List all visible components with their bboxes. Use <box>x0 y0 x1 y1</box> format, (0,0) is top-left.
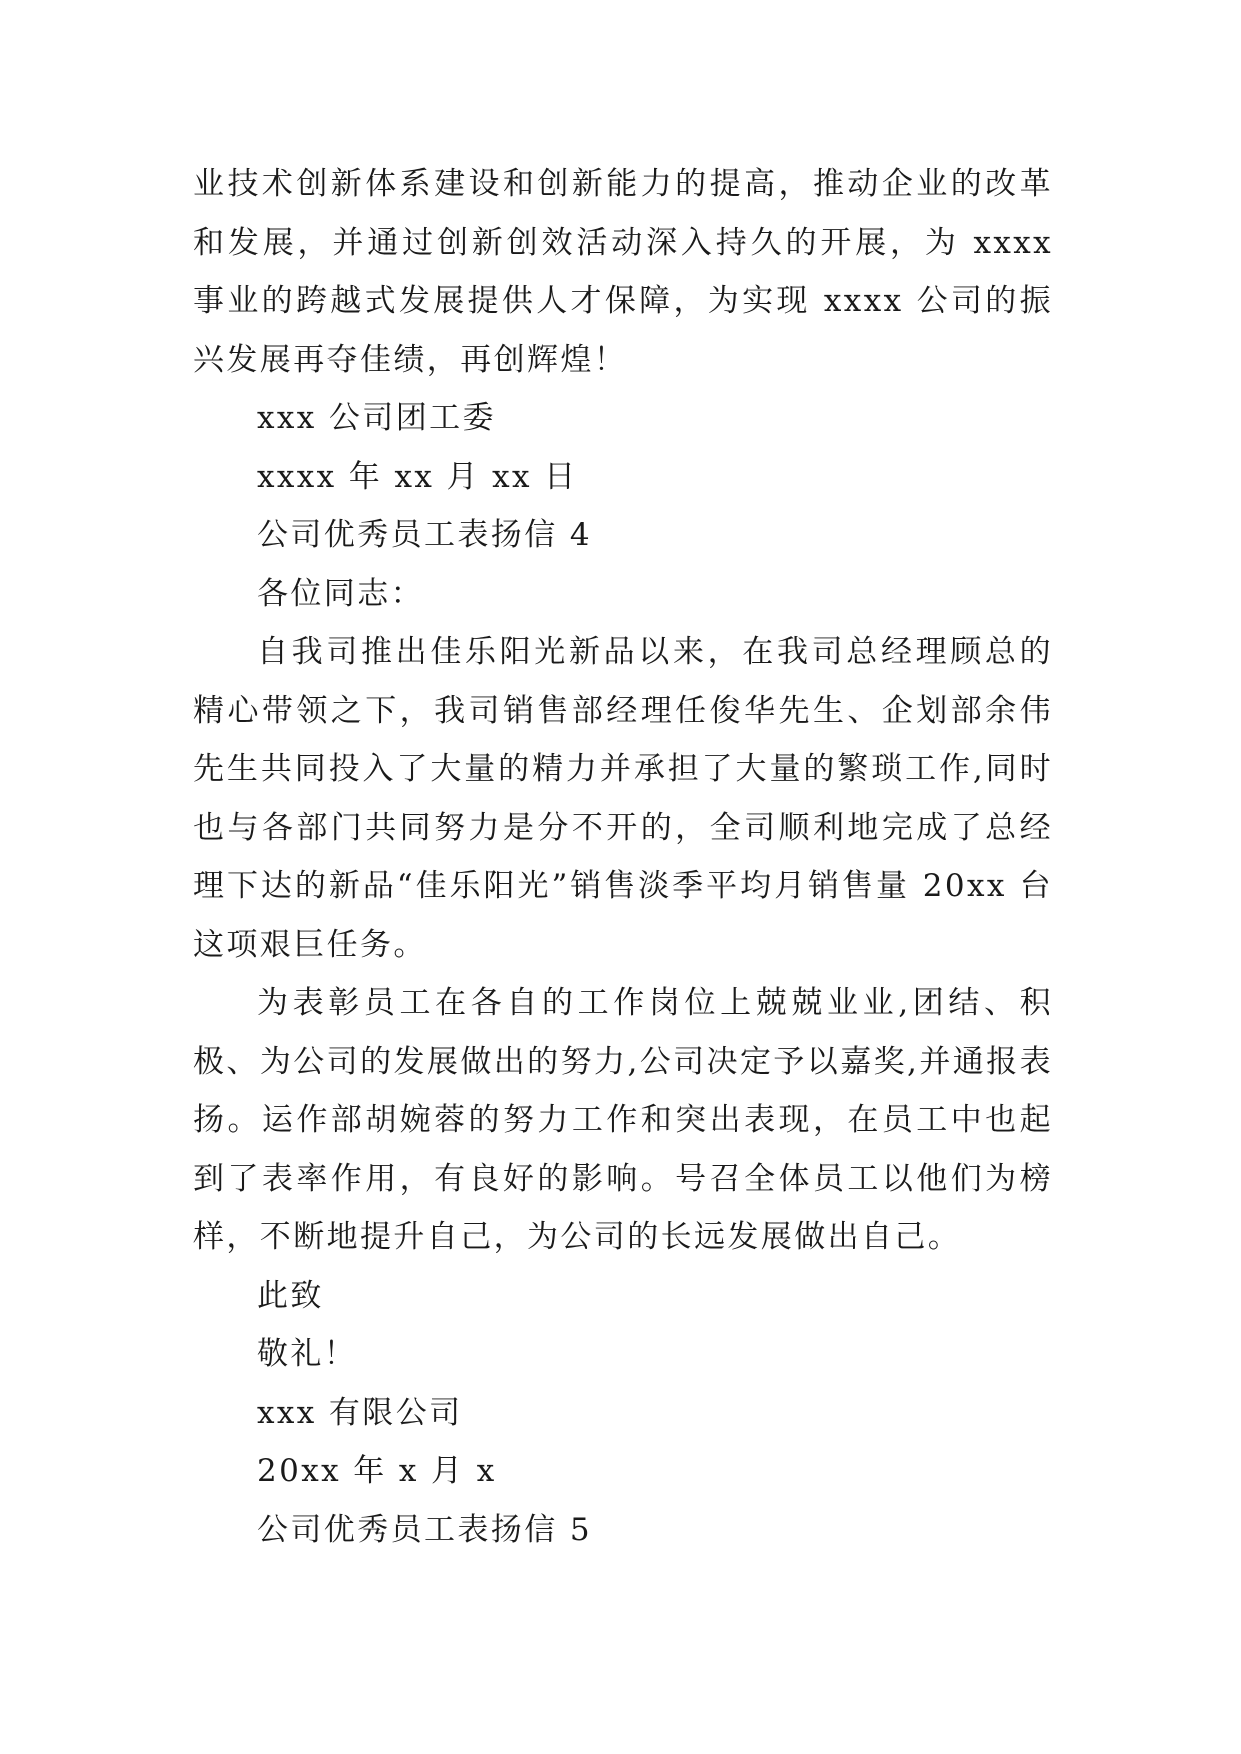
paragraph-closing-wishes: 业技术创新体系建设和创新能力的提高，推动企业的改革和发展，并通过创新创效活动深入持久的开展，为 xxxx 事业的跨越式发展提供人才保障，为实现 xxxx 公司的振兴发展再夺佳绩，再创辉煌！ <box>193 166 1066 378</box>
signature-org: xxx 公司团工委 <box>257 400 496 436</box>
closing-ci-zhi: 此致 <box>257 1277 324 1314</box>
section-heading-5: 公司优秀员工表扬信 5 <box>257 1511 592 1548</box>
closing-jing-li: 敬礼！ <box>257 1336 358 1372</box>
signature-date: xxxx 年 xx 月 xx 日 <box>257 458 578 495</box>
paragraph-achievement: 自我司推出佳乐阳光新品以来，在我司总经理顾总的精心带领之下，我司销售部经理任俊华先生、企划部余伟先生共同投入了大量的精力并承担了大量的繁琐工作,同时也与各部门共同努力是分不开的，全司顺利地完成了总经理下达的新品“佳乐阳光”销售淡季平均月销售量 20xx 台这项艰巨任务。 <box>193 634 1053 963</box>
signature-date-2: 20xx 年 x 月 x <box>257 1453 497 1489</box>
paragraph-commendation: 为表彰员工在各自的工作岗位上兢兢业业,团结、积极、为公司的发展做出的努力,公司决定予以嘉奖,并通报表扬。运作部胡婉蓉的努力工作和突出表现，在员工中也起到了表率作用，有良好的影响。号召全体员工以他们为榜样，不断地提升自己，为公司的长远发展做出自己。 <box>193 985 1053 1255</box>
signature-company: xxx 有限公司 <box>257 1394 463 1431</box>
salutation: 各位同志： <box>257 575 424 612</box>
letter-body <box>193 155 1066 1559</box>
section-heading-4: 公司优秀员工表扬信 4 <box>257 517 592 553</box>
